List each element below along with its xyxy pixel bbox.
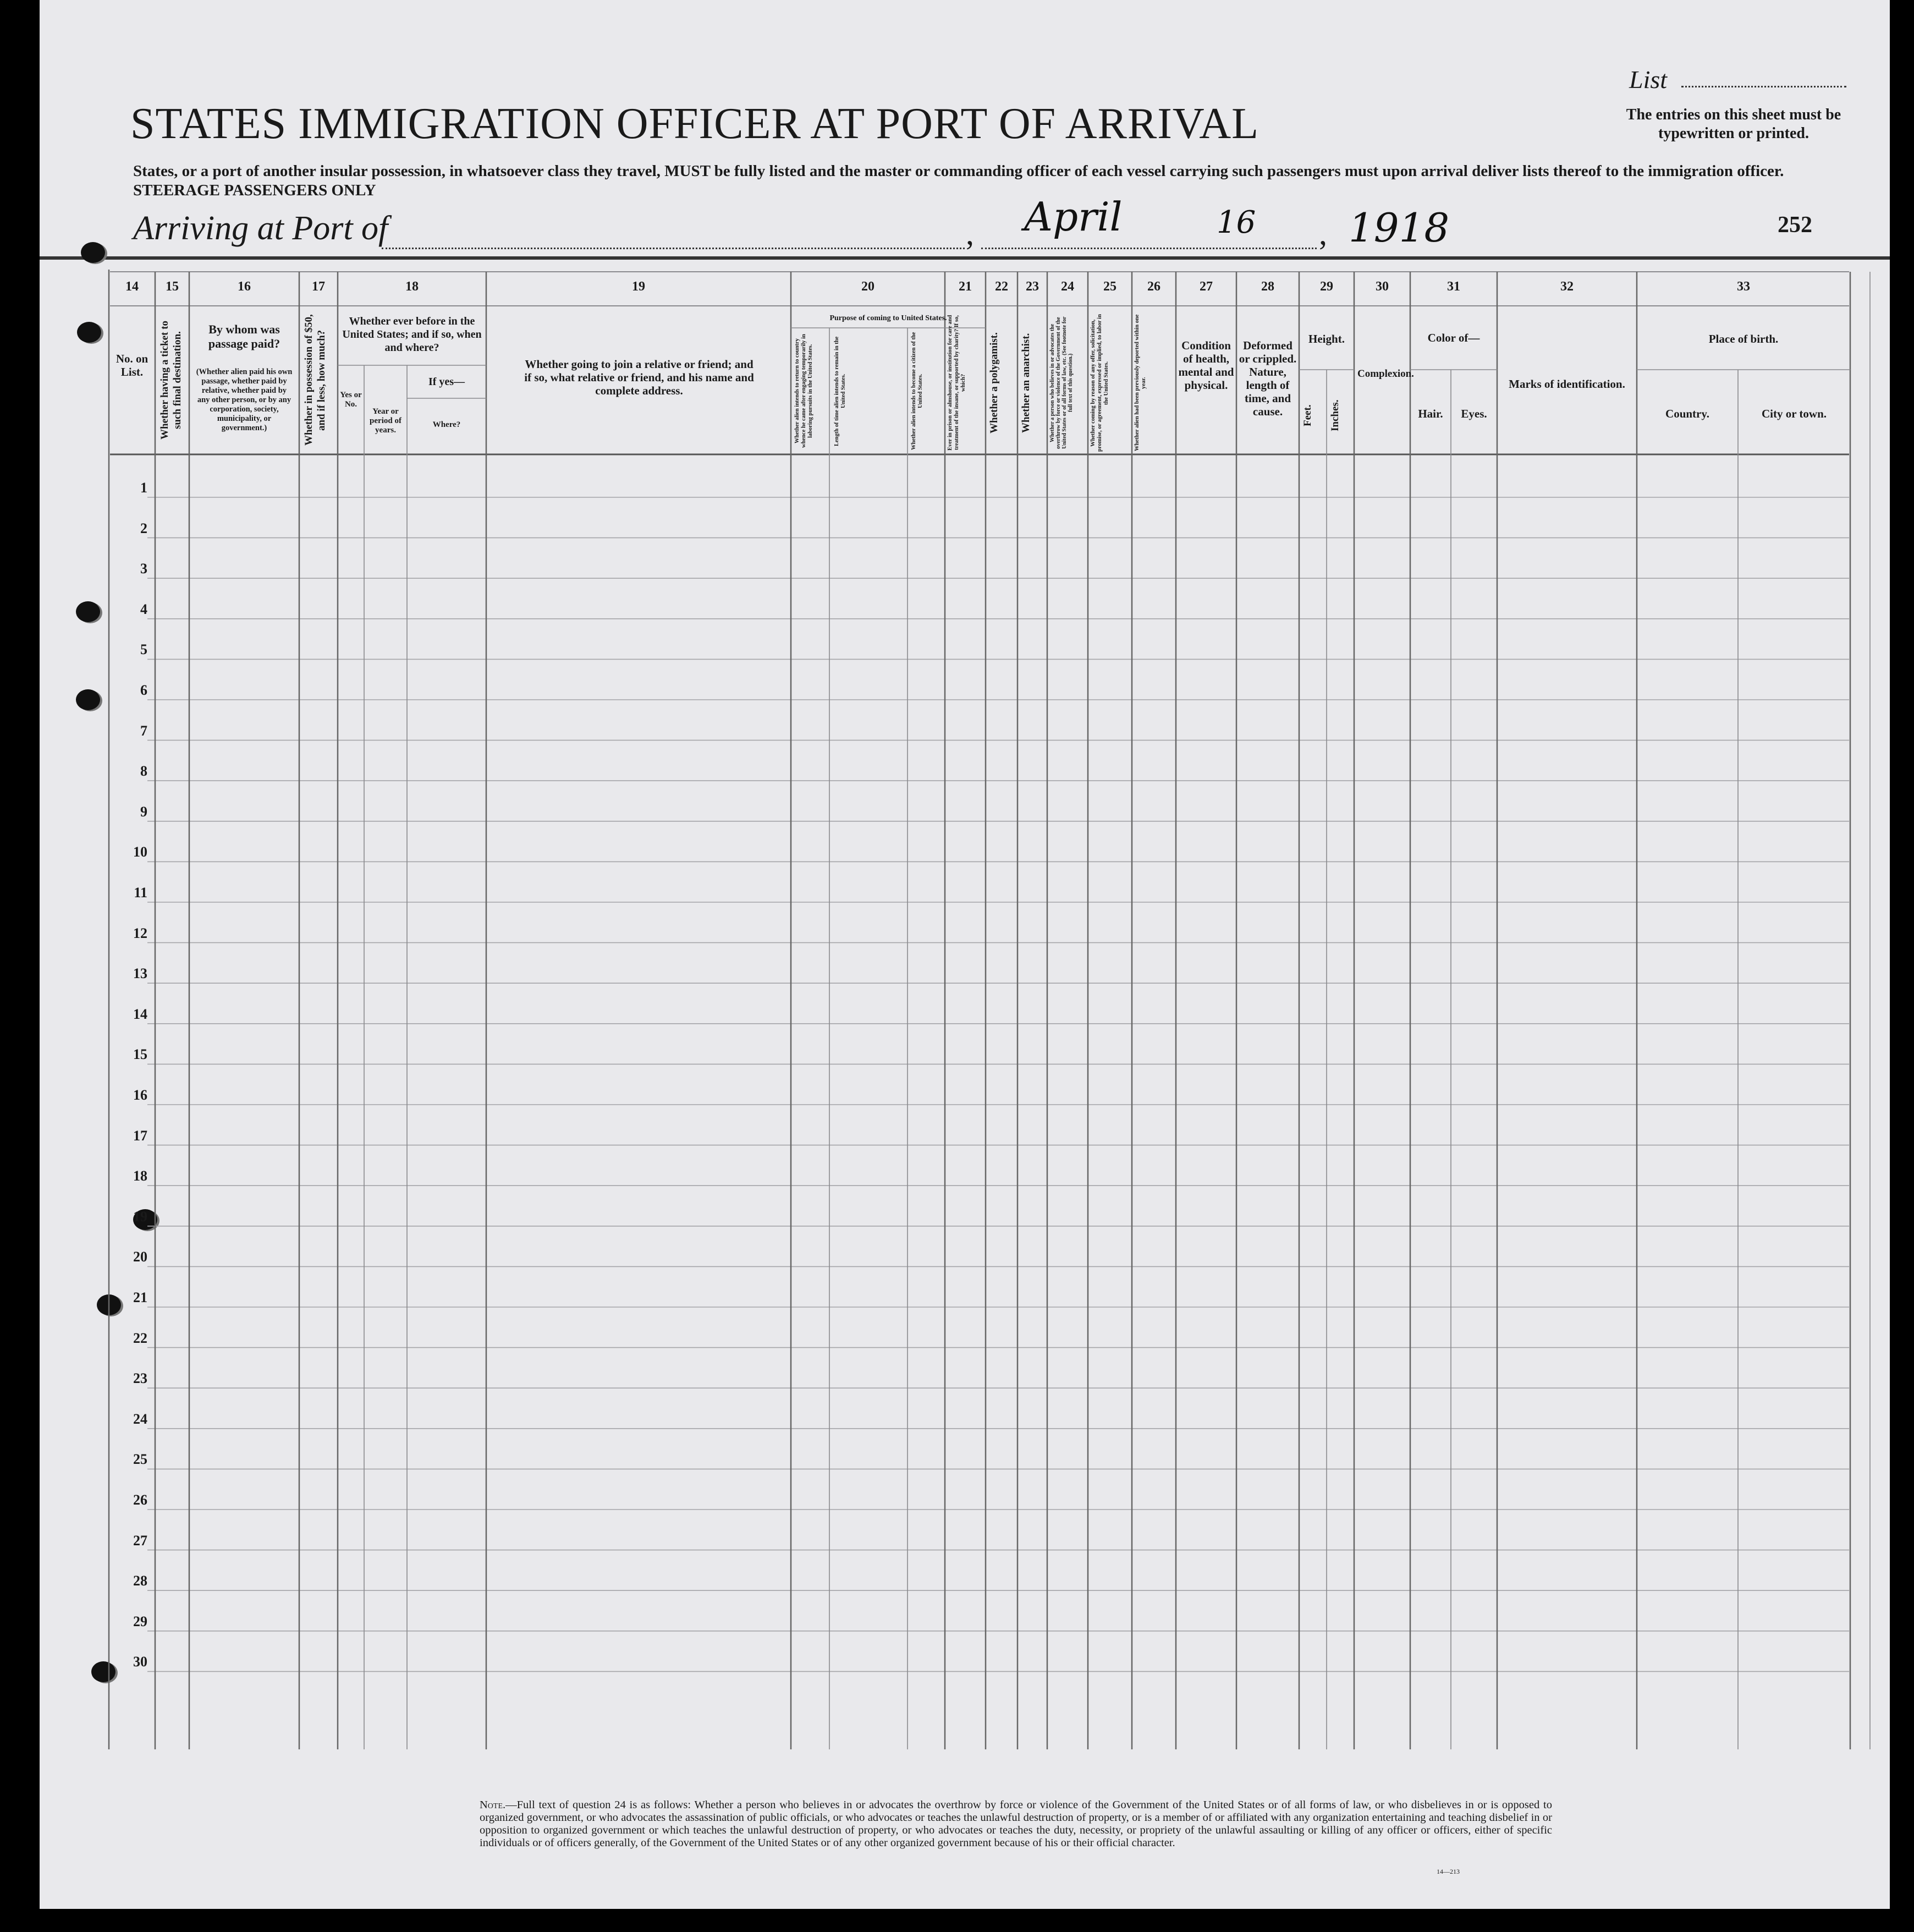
header-relative-friend: Whether going to join a relative or friend; and if so, what relative or friend, and his name and complete address. (524, 358, 754, 397)
header-prison: Ever in prison or almshouse, or institution for care and treatment of the insane, or supported by charity? If so, which? (947, 315, 966, 451)
col-number: 28 (1261, 279, 1274, 294)
row-number: 3 (140, 561, 147, 577)
row-number: 30 (133, 1654, 147, 1670)
col-number: 27 (1200, 279, 1213, 294)
form-code: 14—213 (1437, 1868, 1460, 1875)
row-number: 21 (133, 1289, 147, 1305)
row-number: 7 (140, 722, 147, 739)
date-day: 16 (1217, 205, 1256, 240)
col-number: 33 (1737, 279, 1750, 294)
row-number: 27 (133, 1532, 147, 1549)
typewritten-note: The entries on this sheet must be typewritten or printed. (1626, 106, 1841, 142)
header-purpose-citizen: Whether alien intends to become a citizen of the United States. (911, 332, 923, 451)
footnote-label: Note. (480, 1799, 506, 1811)
col-number: 14 (125, 279, 139, 294)
steerage-label: STEERAGE PASSENGERS ONLY (133, 182, 376, 199)
footnote-text: —Full text of question 24 is as follows: Whether a person who believes in or advocates the overthrow by force or violence of the Government of the United States or of all forms of law, or who disbelieves in or is opposed to organized government, or who advocates the assassination of public officials, or who advocates or teaches the unlawful destruction of property, or is a member of or affiliated with any organization entertaining and teaching disbelief in or opposition to organized government or which teaches the unlawful destruction of property, or who advocates or teaches the duty, necessity, or propriety of the unlawful assaulting or killing of any officer or officers, either of specific individuals or of officers generally, of the Government of the United States or of any other organized government because of his or their official character. (480, 1799, 1552, 1849)
col-number: 21 (959, 279, 972, 294)
header-before-in-us: Whether ever before in the United States; and if so, when and where? (342, 315, 482, 354)
comma-1: , (966, 215, 974, 251)
row-number: 12 (133, 925, 147, 941)
instructions-text: States, or a port of another insular possession, in whatsoever class they travel, MUST be fully listed and the master or commanding officer of each vessel carrying such passengers must upon arrival deliver lists thereof to the immigration officer. (133, 162, 1784, 180)
header-ticket: Whether having a ticket to such final destination. (159, 320, 183, 440)
arriving-label: Arriving at Port of (133, 210, 388, 247)
header-inches: Inches. (1329, 399, 1341, 431)
col-number: 16 (238, 279, 251, 294)
row-number: 4 (140, 601, 147, 617)
row-number: 16 (133, 1087, 147, 1103)
row-number: 8 (140, 763, 147, 780)
comma-2: , (1319, 215, 1327, 251)
header-marks: Marks of identification. (1509, 377, 1625, 391)
header-complexion: Complexion. (1357, 368, 1414, 380)
row-number: 24 (133, 1410, 147, 1427)
header-color-of: Color of— (1427, 331, 1480, 344)
header-yes-no: Yes or No. (340, 391, 362, 409)
row-number: 11 (134, 885, 147, 901)
header-if-yes: If yes— (428, 376, 465, 388)
header-city: City or town. (1761, 407, 1827, 420)
header-fifty-dollars: Whether in possession of $50, and if less, how much? (303, 314, 327, 446)
row-number: 1 (140, 480, 147, 496)
header-eyes: Eyes. (1461, 407, 1487, 420)
col-number: 25 (1103, 279, 1116, 294)
row-number: 26 (133, 1492, 147, 1508)
list-label: List (1629, 65, 1668, 94)
row-number: 18 (133, 1168, 147, 1184)
row-number: 6 (140, 682, 147, 698)
col-number: 31 (1447, 279, 1460, 294)
header-hair: Hair. (1418, 407, 1443, 420)
col-number: 22 (995, 279, 1008, 294)
row-number: 19 (133, 1208, 147, 1225)
col-number: 26 (1147, 279, 1160, 294)
header-deformed: Deformed or crippled. Nature, length of time, and cause. (1239, 339, 1297, 418)
manifest-grid (40, 0, 1890, 1760)
col-number: 23 (1026, 279, 1039, 294)
col-number: 18 (405, 279, 419, 294)
header-purpose: Purpose of coming to United States. (829, 314, 947, 322)
row-number: 13 (133, 965, 147, 982)
header-year: Year or period of years. (370, 407, 402, 435)
col-number: 32 (1560, 279, 1574, 294)
header-purpose-return: Whether alien intends to return to country whence he came after engaging temporarily in laboring pursuits in the United States. (794, 334, 813, 448)
row-number: 29 (133, 1613, 147, 1629)
date-month: April (1024, 194, 1123, 240)
row-number: 14 (133, 1006, 147, 1022)
date-year: 1918 (1349, 205, 1450, 251)
col-number: 24 (1061, 279, 1074, 294)
row-number: 17 (133, 1127, 147, 1144)
header-country: Country. (1665, 407, 1709, 420)
col-number: 20 (861, 279, 875, 294)
header-overthrow: Whether a person who believes in or advocates the overthrow by force or violence of the Government of the United States or of all forms of law, etc. (See footnote for full text of this question.) (1049, 316, 1074, 449)
col-number: 30 (1376, 279, 1389, 294)
header-no-on-list: No. on List. (116, 352, 148, 378)
row-number: 2 (140, 520, 147, 536)
header-passage-paid: By whom was passage paid? (208, 322, 280, 350)
col-number: 19 (632, 279, 645, 294)
row-number: 23 (133, 1370, 147, 1387)
page-number: 252 (1778, 212, 1812, 238)
header-deported: Whether alien had been previously deported within one year. (1134, 314, 1147, 452)
header-feet: Feet. (1302, 404, 1313, 426)
header-passage-paid-sub: (Whether alien paid his own passage, whether paid by relative, whether paid by any other person, or by any corporation, society, municipality, or government.) (196, 367, 293, 432)
header-where: Where? (432, 420, 461, 429)
row-number: 20 (133, 1249, 147, 1265)
row-number: 28 (133, 1573, 147, 1589)
row-number: 15 (133, 1046, 147, 1063)
col-number: 17 (312, 279, 325, 294)
col-number: 29 (1320, 279, 1333, 294)
row-number: 25 (133, 1451, 147, 1468)
row-number: 5 (140, 641, 147, 658)
row-number: 22 (133, 1330, 147, 1346)
row-number: 9 (140, 803, 147, 820)
row-number: 10 (133, 844, 147, 860)
col-number: 15 (166, 279, 179, 294)
header-anarchist: Whether an anarchist. (1020, 333, 1032, 433)
footnote (480, 1799, 1552, 1849)
manifest-page (40, 0, 1890, 1909)
header-place-of-birth: Place of birth. (1708, 332, 1779, 345)
header-labor-offer: Whether coming by reason of any offer, solicitation, promise, or agreement, expressed or implied, to labor in the United States. (1090, 314, 1109, 452)
page-title: STATES IMMIGRATION OFFICER AT PORT OF ARRIVAL (130, 100, 1259, 148)
header-polygamist: Whether a polygamist. (988, 332, 1000, 433)
header-height: Height. (1308, 332, 1345, 345)
header-health: Condition of health, mental and physical. (1178, 339, 1234, 392)
header-purpose-length: Length of time alien intends to remain in the United States. (834, 336, 846, 446)
